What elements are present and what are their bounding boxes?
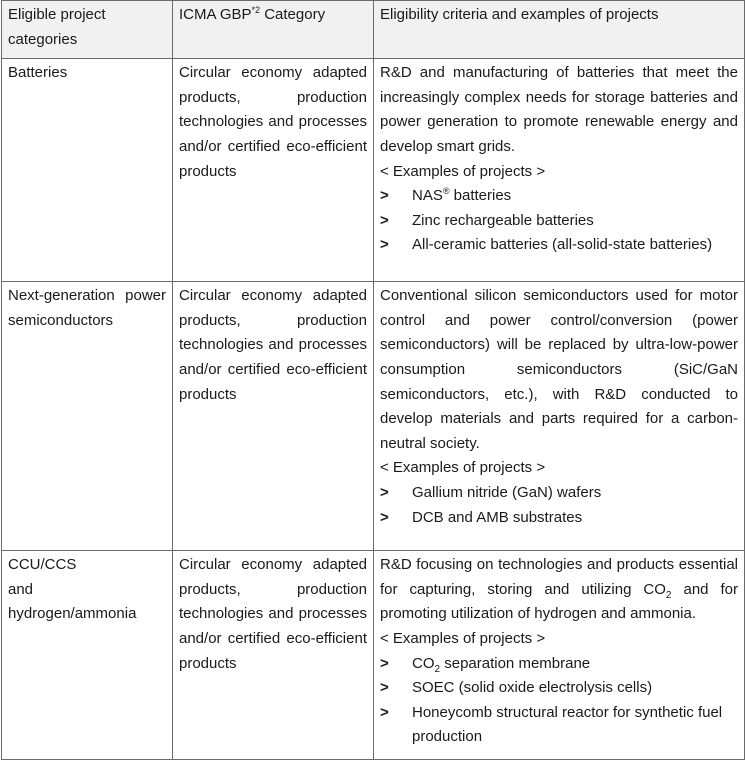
category-label-line: and <box>8 580 34 598</box>
icma-category-text: Circular economy adapted products, production technologies and processes and/or certified eco-efficient products <box>179 556 367 672</box>
chevron-right-icon: > <box>380 703 389 721</box>
criteria-text-prefix: R&D focusing on technologies and products essential for capturing, storing and utilizing CO <box>380 556 738 598</box>
icma-category-text: Circular economy adapted products, production technologies and processes and/or certified eco-efficient products <box>179 64 367 180</box>
examples-list <box>380 184 738 258</box>
category-label: Batteries <box>8 64 68 82</box>
criteria-text-suffix: and for promoting utilization of hydrogen and ammonia. <box>380 580 738 623</box>
example-text: Honeycomb structural reactor for synthetic fuel production <box>412 703 723 746</box>
chevron-right-icon: > <box>380 187 389 205</box>
table-row <box>2 282 745 551</box>
list-item <box>380 184 738 209</box>
header-icma-prefix: ICMA GBP <box>179 6 252 23</box>
chevron-right-icon: > <box>380 211 389 229</box>
table-row <box>2 59 745 282</box>
registered-mark: ® <box>442 186 450 197</box>
criteria-cell <box>374 59 745 282</box>
examples-list <box>380 481 738 530</box>
list-item <box>380 209 738 234</box>
example-text: Gallium nitride (GaN) wafers <box>412 483 602 501</box>
chevron-right-icon: > <box>380 508 389 526</box>
footnote-marker: *2 <box>251 5 261 15</box>
category-label-line: CCU/CCS <box>8 556 77 574</box>
chevron-right-icon: > <box>380 654 389 672</box>
eligibility-table <box>1 0 745 760</box>
criteria-text <box>380 553 738 627</box>
criteria-text: R&D and manufacturing of batteries that meet the increasingly complex needs for storage batteries and power generation to promote renewable energy and develop smart grids. <box>380 64 738 155</box>
category-label-line: hydrogen/ammonia <box>8 605 137 623</box>
icma-category-cell <box>173 59 374 282</box>
list-item <box>380 233 738 258</box>
example-text: SOEC (solid oxide electrolysis cells) <box>412 679 653 697</box>
header-icma-suffix: Category <box>260 6 326 23</box>
criteria-cell <box>374 282 745 551</box>
chevron-right-icon: > <box>380 236 389 254</box>
header-icma-gbp-category <box>173 1 374 59</box>
examples-heading: < Examples of projects > <box>380 629 546 647</box>
examples-list <box>380 652 738 750</box>
example-text-suffix: batteries <box>449 187 512 205</box>
list-item <box>380 481 738 506</box>
category-cell <box>2 551 173 760</box>
category-cell <box>2 59 173 282</box>
icma-category-cell <box>173 551 374 760</box>
examples-heading: < Examples of projects > <box>380 459 546 477</box>
example-text: DCB and AMB substrates <box>412 508 583 526</box>
subscript-two: 2 <box>434 663 441 675</box>
list-item <box>380 701 738 750</box>
example-text-suffix: separation membrane <box>440 654 591 672</box>
criteria-cell <box>374 551 745 760</box>
example-text: All-ceramic batteries (all-solid-state batteries) <box>412 236 713 254</box>
category-label: Next-generation power semiconductors <box>8 287 166 329</box>
example-text: CO <box>412 654 435 672</box>
list-item <box>380 652 738 677</box>
table-row <box>2 551 745 760</box>
header-eligibility-criteria: Eligibility criteria and examples of projects <box>374 1 745 59</box>
list-item <box>380 506 738 531</box>
chevron-right-icon: > <box>380 679 389 697</box>
criteria-text: Conventional silicon semiconductors used for motor control and power control/conversion (power semiconductors) will be replaced by ultra-low-power consumption semiconductors (SiC/GaN semiconductors, etc.), with R&D conducted to develop materials and parts required for a carbon-neutral society. <box>380 287 738 452</box>
examples-heading: < Examples of projects > <box>380 162 546 180</box>
example-text: Zinc rechargeable batteries <box>412 211 594 229</box>
subscript-two: 2 <box>665 589 672 601</box>
header-eligible-project-categories: Eligible project categories <box>2 1 173 59</box>
icma-category-text: Circular economy adapted products, production technologies and processes and/or certified eco-efficient products <box>179 287 367 403</box>
example-text: NAS <box>412 187 443 205</box>
icma-category-cell <box>173 282 374 551</box>
table-header-row <box>2 1 745 59</box>
category-cell <box>2 282 173 551</box>
chevron-right-icon: > <box>380 483 389 501</box>
list-item <box>380 676 738 701</box>
